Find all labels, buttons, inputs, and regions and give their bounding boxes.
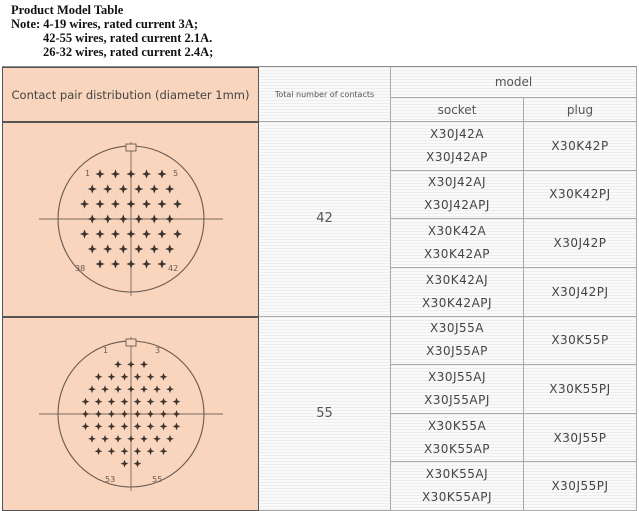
contact-pin xyxy=(118,245,127,254)
contact-pin xyxy=(120,373,128,381)
contact-pin xyxy=(134,245,143,254)
contact-pin xyxy=(149,215,158,224)
contact-pin xyxy=(88,385,96,393)
contact-pin xyxy=(118,215,127,224)
contact-pin xyxy=(141,230,150,239)
socket-model: X30J42A xyxy=(430,123,484,146)
contact-pin xyxy=(133,459,141,467)
plug-model: X30J55P xyxy=(524,414,637,463)
contact-pin xyxy=(141,170,150,179)
socket-cell xyxy=(391,122,524,171)
contact-pin xyxy=(107,422,115,430)
product-model-table xyxy=(2,66,637,510)
contact-pin xyxy=(110,260,119,269)
plug-model: X30J42P xyxy=(524,219,637,268)
contact-pin xyxy=(107,397,115,405)
contact-pin xyxy=(81,397,89,405)
socket-model: X30K42AP xyxy=(424,243,490,266)
contact-pin xyxy=(87,215,96,224)
note-line-3: 26-32 wires, rated current 2.4A; xyxy=(11,45,213,59)
header-model: model xyxy=(391,67,637,98)
contact-pin xyxy=(146,410,154,418)
plug-model: X30K42P xyxy=(524,122,637,171)
socket-model: X30J55A xyxy=(430,317,484,340)
total-contacts-42: 42 xyxy=(259,122,391,317)
contact-pin xyxy=(127,435,135,443)
plug-model: X30J42PJ xyxy=(524,268,637,317)
contact-pin xyxy=(120,410,128,418)
contact-pin xyxy=(157,230,166,239)
contact-pin xyxy=(103,215,112,224)
contact-pin xyxy=(172,230,181,239)
contact-pin xyxy=(159,447,167,455)
total-contacts-55: 55 xyxy=(259,317,391,511)
contact-pin xyxy=(79,200,88,209)
contact-pin xyxy=(107,447,115,455)
socket-model: X30J55AP xyxy=(426,340,488,363)
socket-cell xyxy=(391,268,524,317)
contact-pin xyxy=(127,360,135,368)
header-contact-distribution: Contact pair distribution (diameter 1mm) xyxy=(2,67,259,122)
contact-pin xyxy=(153,435,161,443)
socket-model: X30J42AP xyxy=(426,146,488,169)
contact-pin xyxy=(159,373,167,381)
contact-pin xyxy=(81,422,89,430)
contact-pin xyxy=(146,447,154,455)
contact-pin xyxy=(133,410,141,418)
contact-pin xyxy=(140,385,148,393)
contact-pin xyxy=(95,170,104,179)
pin-label-first: 1 xyxy=(103,346,108,355)
contact-pin xyxy=(95,200,104,209)
contact-pin xyxy=(149,185,158,194)
socket-model: X30K55A xyxy=(428,415,486,438)
contact-pin xyxy=(153,385,161,393)
contact-diagram-42 xyxy=(2,122,259,317)
header-plug: plug xyxy=(524,98,637,122)
socket-model: X30J55APJ xyxy=(424,389,490,412)
page-header xyxy=(11,3,213,59)
socket-model: X30J42AJ xyxy=(428,171,486,194)
contact-pin xyxy=(140,435,148,443)
note-line-1: Note: 4-19 wires, rated current 3A; xyxy=(11,17,213,31)
contact-pin xyxy=(126,200,135,209)
contact-pin xyxy=(157,200,166,209)
contact-pin xyxy=(140,360,148,368)
contact-pin xyxy=(133,397,141,405)
contact-pin xyxy=(126,260,135,269)
contact-pin xyxy=(101,435,109,443)
pin-label-last: 42 xyxy=(168,264,178,273)
contact-pin xyxy=(94,397,102,405)
contact-pin xyxy=(133,447,141,455)
plug-model: X30K55PJ xyxy=(524,365,637,414)
contact-pin xyxy=(149,245,158,254)
contact-pin xyxy=(172,397,180,405)
contact-pin xyxy=(120,447,128,455)
contact-pin xyxy=(87,245,96,254)
contact-pin xyxy=(118,185,127,194)
contact-pin xyxy=(94,410,102,418)
contact-pin xyxy=(159,410,167,418)
contact-pin xyxy=(141,200,150,209)
plug-model: X30J55PJ xyxy=(524,462,637,511)
socket-model: X30K42A xyxy=(428,220,486,243)
plug-model: X30K55P xyxy=(524,317,637,366)
contact-pin xyxy=(127,385,135,393)
contact-pin xyxy=(166,385,174,393)
socket-cell xyxy=(391,365,524,414)
contact-pin xyxy=(120,422,128,430)
contact-pin xyxy=(94,422,102,430)
contact-pin xyxy=(103,185,112,194)
contact-pin xyxy=(165,215,174,224)
contact-pin xyxy=(88,435,96,443)
pin-label-second: 5 xyxy=(173,169,178,178)
contact-pin xyxy=(114,435,122,443)
contact-pin xyxy=(114,385,122,393)
contact-pin xyxy=(157,260,166,269)
contact-pin xyxy=(87,185,96,194)
contact-pin xyxy=(110,170,119,179)
socket-model: X30J55AJ xyxy=(428,366,486,389)
pin-label-second: 3 xyxy=(155,346,160,355)
socket-model: X30J42APJ xyxy=(424,194,490,217)
socket-model: X30K42APJ xyxy=(422,292,492,315)
contact-pin xyxy=(172,410,180,418)
contact-pin xyxy=(172,200,181,209)
contact-pin xyxy=(159,422,167,430)
pin-label-third: 38 xyxy=(75,264,85,273)
contact-pin xyxy=(146,397,154,405)
socket-model: X30K55AP xyxy=(424,438,490,461)
socket-cell xyxy=(391,219,524,268)
contact-pin xyxy=(165,185,174,194)
plug-model: X30K42PJ xyxy=(524,171,637,220)
contact-pin xyxy=(126,230,135,239)
contact-pin xyxy=(126,170,135,179)
header-total-contacts: Total number of contacts xyxy=(259,67,391,122)
pin-label-third: 53 xyxy=(105,475,115,484)
socket-model: X30K42AJ xyxy=(426,269,488,292)
contact-pin xyxy=(146,422,154,430)
contact-pin xyxy=(157,170,166,179)
contact-pin xyxy=(134,215,143,224)
contact-pin xyxy=(134,185,143,194)
contact-pin xyxy=(95,260,104,269)
contact-pin xyxy=(110,200,119,209)
contact-pin xyxy=(133,422,141,430)
socket-cell xyxy=(391,414,524,463)
contact-pin xyxy=(159,397,167,405)
socket-cell xyxy=(391,171,524,220)
contact-pin xyxy=(146,373,154,381)
contact-pin xyxy=(110,230,119,239)
pin-label-first: 1 xyxy=(85,169,90,178)
contact-pin xyxy=(120,459,128,467)
contact-pin xyxy=(94,373,102,381)
contact-pin xyxy=(172,422,180,430)
socket-cell xyxy=(391,462,524,511)
page-title: Product Model Table xyxy=(11,3,213,17)
socket-cell xyxy=(391,317,524,366)
contact-layout-55-diagram xyxy=(31,334,231,494)
contact-pin xyxy=(107,410,115,418)
contact-pin xyxy=(95,230,104,239)
socket-model: X30K55APJ xyxy=(422,486,492,509)
pin-label-last: 55 xyxy=(152,475,162,484)
contact-pin xyxy=(141,260,150,269)
note-line-2: 42-55 wires, rated current 2.1A. xyxy=(11,31,213,45)
contact-pin xyxy=(120,397,128,405)
contact-pin xyxy=(79,230,88,239)
contact-pin xyxy=(166,435,174,443)
contact-pin xyxy=(133,373,141,381)
contact-diagram-55 xyxy=(2,317,259,511)
contact-pin xyxy=(81,410,89,418)
contact-pin xyxy=(101,385,109,393)
header-socket: socket xyxy=(391,98,524,122)
contact-pin xyxy=(103,245,112,254)
contact-pin xyxy=(114,360,122,368)
contact-pin xyxy=(165,245,174,254)
contact-pin xyxy=(94,447,102,455)
contact-layout-42-diagram xyxy=(31,139,231,299)
socket-model: X30K55AJ xyxy=(426,463,488,486)
contact-pin xyxy=(107,373,115,381)
